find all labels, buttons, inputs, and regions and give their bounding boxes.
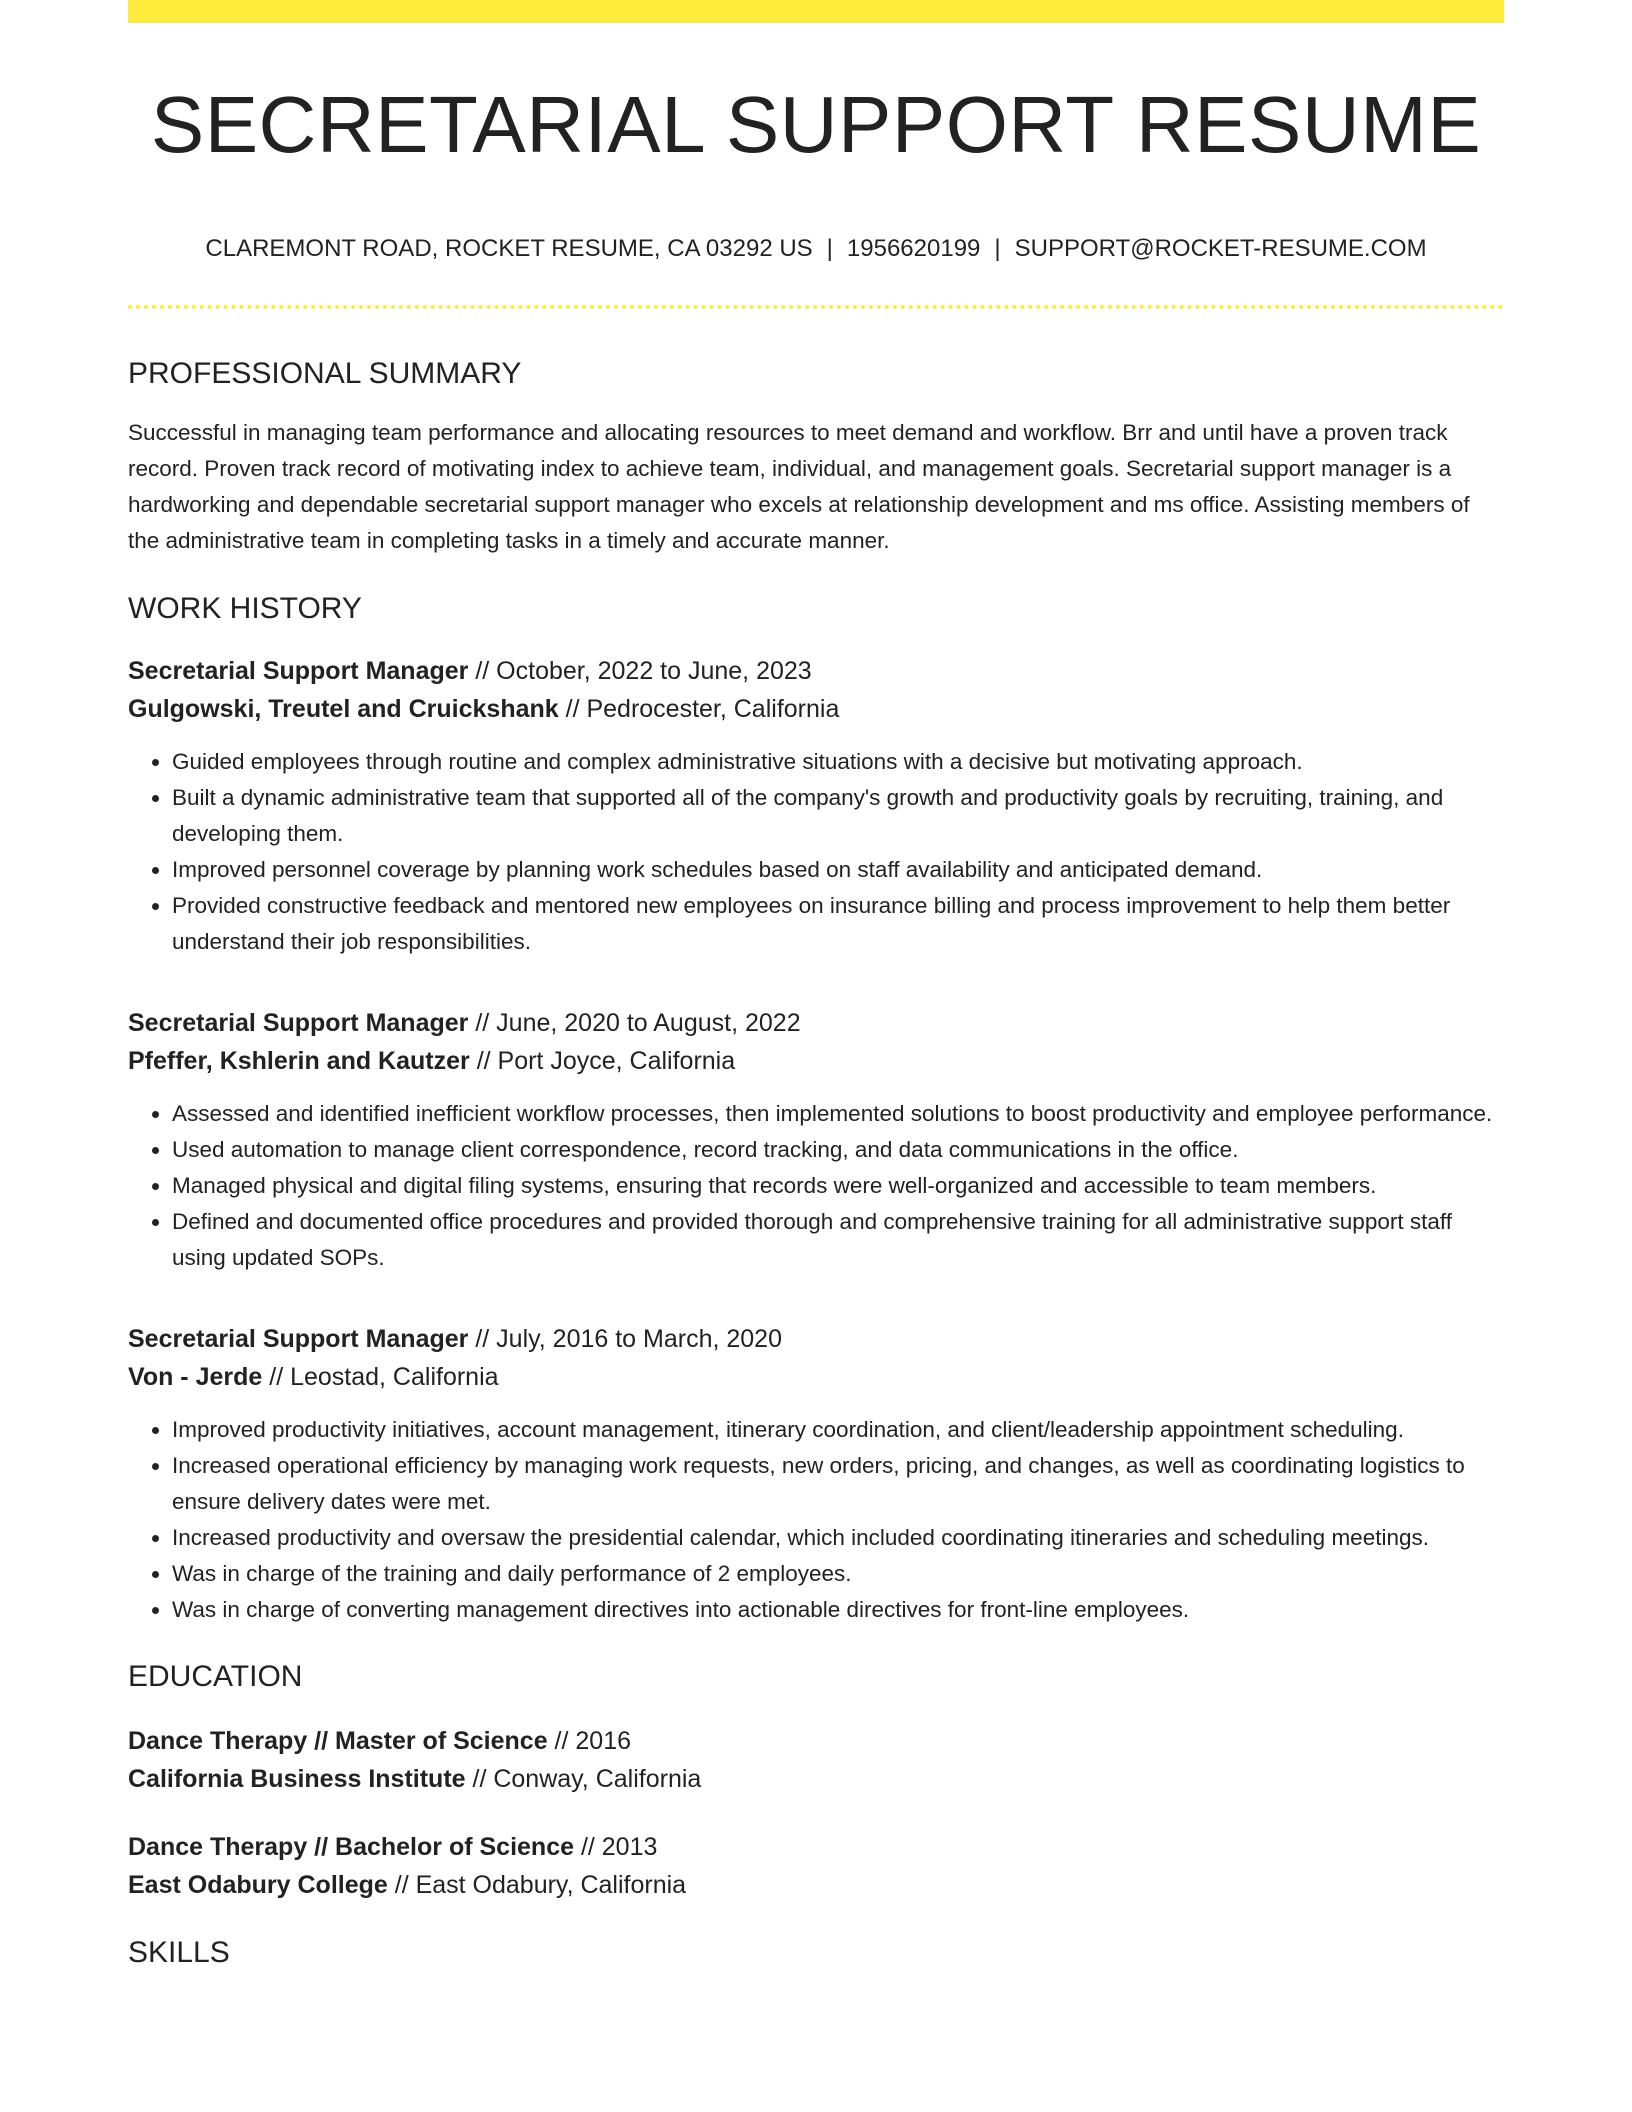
job-location: // Port Joyce, California <box>469 1047 736 1075</box>
job-company: Von - Jerde <box>128 1363 263 1391</box>
education-entry <box>128 1722 1504 1798</box>
job-bullets <box>128 744 1504 960</box>
list-item: • Was in charge of converting management directives into actionable directives for front-line employees. <box>172 1592 1504 1628</box>
section-title-education: EDUCATION <box>128 1660 303 1693</box>
accent-top-bar <box>128 0 1504 23</box>
job-entry <box>128 1320 1504 1628</box>
list-item: • Defined and documented office procedures and provided thorough and comprehensive training for all administrative support staff using updated SOPs. <box>172 1204 1504 1276</box>
job-location: // Pedrocester, California <box>558 695 840 723</box>
job-dates: // July, 2016 to March, 2020 <box>468 1325 782 1353</box>
job-entry <box>128 1004 1504 1276</box>
job-dates: // October, 2022 to June, 2023 <box>468 657 812 685</box>
job-company-line <box>128 1358 1504 1396</box>
list-item: • Built a dynamic administrative team that supported all of the company's growth and productivity goals by recruiting, training, and developing them. <box>172 780 1504 852</box>
section-title-summary: PROFESSIONAL SUMMARY <box>128 357 522 390</box>
edu-degree: Dance Therapy // Master of Science <box>128 1727 548 1755</box>
edu-location: // East Odabury, California <box>387 1871 687 1899</box>
list-item: • Increased productivity and oversaw the presidential calendar, which included coordinating itineraries and scheduling meetings. <box>172 1520 1504 1556</box>
contact-address: CLAREMONT ROAD, ROCKET RESUME, CA 03292 US <box>205 235 813 262</box>
job-company: Pfeffer, Kshlerin and Kautzer <box>128 1047 470 1075</box>
edu-degree: Dance Therapy // Bachelor of Science <box>128 1833 574 1861</box>
list-item: • Managed physical and digital filing systems, ensuring that records were well-organized and accessible to team members. <box>172 1168 1504 1204</box>
list-item: • Improved productivity initiatives, account management, itinerary coordination, and client/leadership appointment scheduling. <box>172 1412 1504 1448</box>
edu-school-line <box>128 1866 1504 1904</box>
job-entry <box>128 652 1504 960</box>
job-role-line <box>128 652 1504 690</box>
edu-school: East Odabury College <box>128 1871 388 1899</box>
job-bullets <box>128 1096 1504 1276</box>
edu-school: California Business Institute <box>128 1765 466 1793</box>
edu-degree-line <box>128 1828 1504 1866</box>
edu-year: // 2016 <box>547 1727 632 1755</box>
job-bullets <box>128 1412 1504 1628</box>
list-item: • Guided employees through routine and complex administrative situations with a decisive but motivating approach. <box>172 744 1504 780</box>
list-item: • Improved personnel coverage by planning work schedules based on staff availability and anticipated demand. <box>172 852 1504 888</box>
contact-separator: | <box>826 235 833 262</box>
job-company: Gulgowski, Treutel and Cruickshank <box>128 695 559 723</box>
job-role: Secretarial Support Manager <box>128 1009 469 1037</box>
job-company-line <box>128 690 1504 728</box>
section-title-skills: SKILLS <box>128 1936 230 1969</box>
dotted-divider <box>128 305 1504 309</box>
contact-separator: | <box>994 235 1001 262</box>
list-item: • Provided constructive feedback and mentored new employees on insurance billing and process improvement to help them better understand their job responsibilities. <box>172 888 1504 960</box>
edu-year: // 2013 <box>574 1833 658 1861</box>
resume-title: SECRETARIAL SUPPORT RESUME <box>150 80 1482 169</box>
list-item: • Was in charge of the training and daily performance of 2 employees. <box>172 1556 1504 1592</box>
edu-school-line <box>128 1760 1504 1798</box>
edu-degree-line <box>128 1722 1504 1760</box>
contact-phone: 1956620199 <box>846 235 981 262</box>
contact-line <box>128 237 1504 261</box>
list-item: • Increased operational efficiency by managing work requests, new orders, pricing, and changes, as well as coordinating logistics to ensure delivery dates were met. <box>172 1448 1504 1520</box>
list-item: • Used automation to manage client correspondence, record tracking, and data communications in the office. <box>172 1132 1504 1168</box>
job-company-line <box>128 1042 1504 1080</box>
summary-text: Successful in managing team performance and allocating resources to meet demand and workflow. Brr and until have a proven track record. Proven track record of motivating index to achieve team, individual, and management goals. Secretarial support manager is a hardworking and dependable secretarial support manager who excels at relationship development and ms office. Assisting members of the administrative team in completing tasks in a timely and accurate manner. <box>128 420 1470 553</box>
job-role: Secretarial Support Manager <box>128 1325 469 1353</box>
section-title-work-history: WORK HISTORY <box>128 592 362 625</box>
contact-email: SUPPORT@ROCKET-RESUME.COM <box>1014 235 1427 262</box>
edu-location: // Conway, California <box>465 1765 702 1793</box>
job-location: // Leostad, California <box>262 1363 499 1391</box>
job-role-line <box>128 1320 1504 1358</box>
list-item: • Assessed and identified inefficient workflow processes, then implemented solutions to boost productivity and employee performance. <box>172 1096 1504 1132</box>
job-dates: // June, 2020 to August, 2022 <box>468 1009 801 1037</box>
resume-page <box>128 0 1504 1968</box>
job-role: Secretarial Support Manager <box>128 657 469 685</box>
job-role-line <box>128 1004 1504 1042</box>
education-entry <box>128 1828 1504 1904</box>
